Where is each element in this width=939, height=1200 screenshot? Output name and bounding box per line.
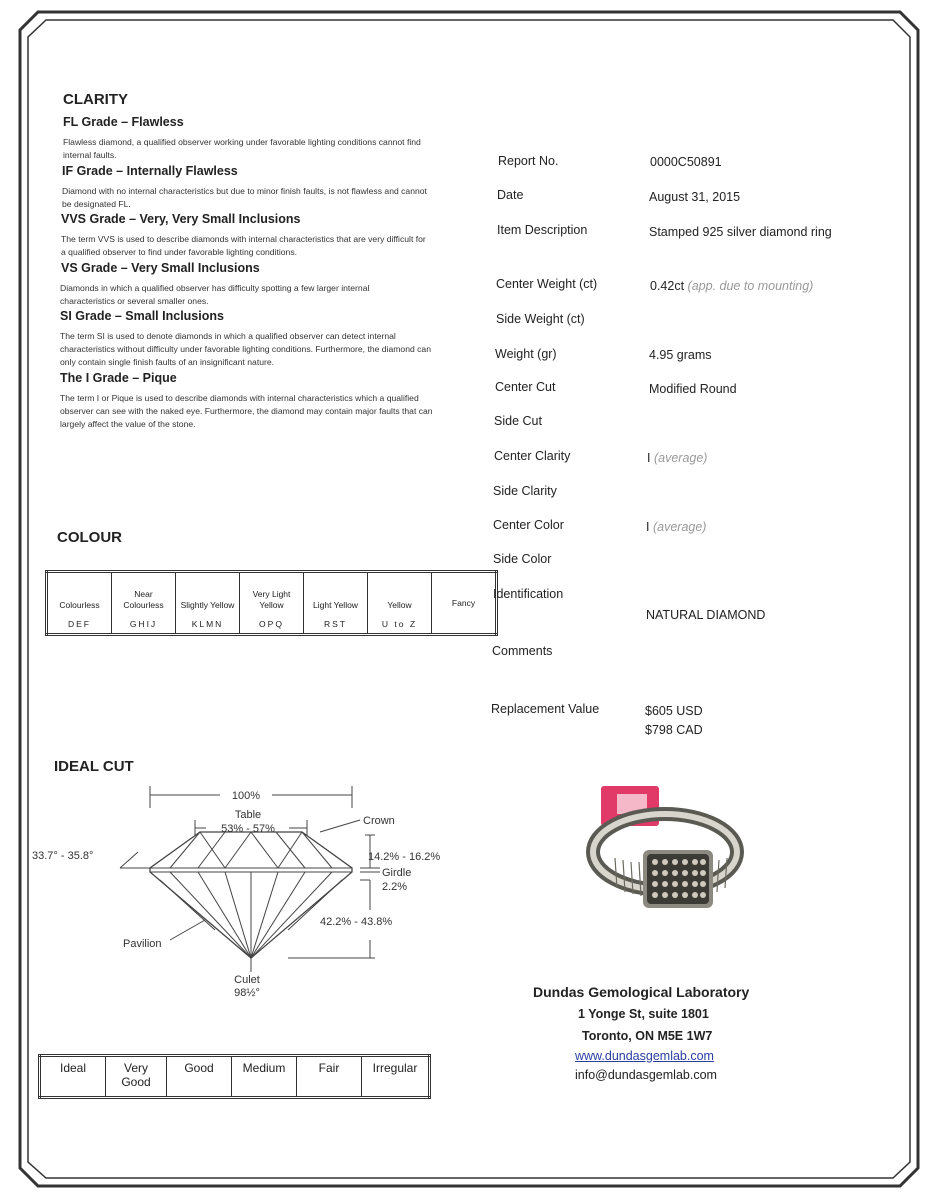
cut-grade-irregular: Irregular: [362, 1056, 430, 1098]
report-label-side-weight: Side Weight (ct): [496, 312, 585, 326]
report-label-side-cut: Side Cut: [494, 414, 542, 428]
clarity-grade-if-text: Diamond with no internal characteristics but due to minor finish faults, is not flawless and cannot be designated FL.: [62, 186, 427, 209]
clarity-grade-si-text: The term SI is used to denote diamonds in which a qualified observer can detect internal characteristics without difficulty under favorable lighting conditions. Furthermore, the diamond can only contain single finish faults of an insignificant nature.: [60, 331, 431, 367]
diagram-crown-angle: 33.7° - 35.8°: [32, 850, 94, 862]
cut-grade-ideal: Ideal: [40, 1056, 106, 1098]
report-label-center-weight: Center Weight (ct): [496, 277, 598, 291]
report-note-center-weight: (app. due to mounting): [687, 279, 814, 293]
lab-email[interactable]: info@dundasgemlab.com: [575, 1068, 717, 1082]
report-label-comments: Comments: [492, 644, 553, 658]
report-label-report-no: Report No.: [498, 154, 559, 168]
report-label-center-cut: Center Cut: [495, 380, 556, 394]
cut-grade-good: Good: [167, 1056, 232, 1098]
clarity-grade-vs-text: Diamonds in which a qualified observer has difficulty spotting a few larger internal characteristics or several smaller ones.: [60, 283, 370, 306]
report-label-side-color: Side Color: [493, 552, 552, 566]
clarity-grade-vs-title: VS Grade – Very Small Inclusions: [61, 261, 260, 275]
report-value-report-no: 0000C50891: [650, 155, 722, 169]
clarity-grade-vvs-text: The term VVS is used to describe diamonds with internal characteristics that are very difficult for a qualified observer to find under favorable lighting conditions.: [61, 234, 426, 257]
diagram-culet-value: 98½°: [234, 987, 260, 999]
report-value-center-weight: 0.42ct (app. due to mounting): [650, 279, 814, 293]
diagram-pavilion-label: Pavilion: [123, 938, 162, 950]
lab-website-link[interactable]: www.dundasgemlab.com: [575, 1049, 714, 1063]
clarity-grade-si-title: SI Grade – Small Inclusions: [60, 309, 224, 323]
report-label-side-clarity: Side Clarity: [493, 484, 557, 498]
diagram-width-label: 100%: [231, 790, 261, 802]
report-value-date: August 31, 2015: [649, 190, 741, 204]
report-value-identification: NATURAL DIAMOND: [646, 608, 766, 622]
clarity-heading: CLARITY: [63, 91, 128, 108]
clarity-grade-fl-text: Flawless diamond, a qualified observer working under favorable lighting conditions cannot find internal faults.: [63, 137, 421, 160]
diagram-pavilion-depth: 42.2% - 43.8%: [320, 916, 393, 928]
diagram-girdle-label: Girdle: [382, 867, 412, 879]
colour-cell-colourless: Colourless DEF: [47, 572, 112, 635]
report-label-date: Date: [497, 188, 524, 202]
report-value-weight-gr: 4.95 grams: [649, 348, 712, 362]
report-value-center-color: I (average): [646, 520, 707, 534]
diagram-crown-height: 14.2% - 16.2%: [368, 851, 440, 863]
colour-cell-near-colourless: Near Colourless GHIJ: [112, 572, 176, 635]
cut-grade-medium: Medium: [232, 1056, 297, 1098]
lab-address-line1: 1 Yonge St, suite 1801: [578, 1007, 709, 1021]
report-note-center-color: (average): [652, 520, 707, 534]
ideal-cut-diagram: [20, 780, 440, 1010]
report-value-center-cut: Modified Round: [649, 382, 737, 396]
clarity-grade-fl-title: FL Grade – Flawless: [63, 115, 184, 129]
report-label-item-description: Item Description: [497, 223, 588, 237]
lab-name: Dundas Gemological Laboratory: [533, 984, 750, 1000]
lab-address-line2: Toronto, ON M5E 1W7: [582, 1029, 713, 1043]
ideal-cut-heading: IDEAL CUT: [54, 758, 134, 775]
report-label-weight-gr: Weight (gr): [495, 347, 557, 361]
report-label-identification: Identification: [493, 587, 564, 601]
colour-cell-light-yellow: Light Yellow RST: [304, 572, 368, 635]
report-label-center-color: Center Color: [493, 518, 564, 532]
report-value-replacement-cad: $798 CAD: [645, 723, 703, 737]
cut-grade-very-good: Very Good: [106, 1056, 167, 1098]
diagram-table-label: Table: [234, 809, 262, 821]
report-note-center-clarity: (average): [653, 451, 708, 465]
cut-grade-fair: Fair: [297, 1056, 362, 1098]
clarity-grade-if-title: IF Grade – Internally Flawless: [62, 164, 238, 178]
diagram-crown-label: Crown: [363, 815, 395, 827]
colour-cell-fancy: Fancy: [432, 572, 497, 635]
clarity-grade-i-title: The I Grade – Pique: [60, 371, 177, 385]
diagram-culet-label: Culet: [234, 974, 260, 986]
diagram-table-range: 53% - 57%: [221, 823, 275, 835]
diagram-girdle-value: 2.2%: [382, 881, 408, 893]
cut-grade-table: [38, 1054, 431, 1099]
clarity-grade-vvs-title: VVS Grade – Very, Very Small Inclusions: [61, 212, 301, 226]
colour-cell-slightly-yellow: Slightly Yellow KLMN: [176, 572, 240, 635]
report-label-center-clarity: Center Clarity: [494, 449, 571, 463]
colour-heading: COLOUR: [57, 529, 122, 546]
clarity-grade-i-text: The term I or Pique is used to describe diamonds with internal characteristics which a qualified observer can see with the naked eye. Furthermore, the diamond may contain major faults that can largely affect the value of the stone.: [60, 393, 433, 429]
colour-cell-very-light-yellow: Very Light Yellow OPQ: [240, 572, 304, 635]
colour-scale-table: [45, 570, 498, 636]
colour-cell-yellow: Yellow U to Z: [368, 572, 432, 635]
report-value-item-description: Stamped 925 silver diamond ring: [649, 225, 832, 239]
report-value-replacement-usd: $605 USD: [645, 704, 703, 718]
report-label-replacement-value: Replacement Value: [491, 702, 600, 716]
report-value-center-clarity: I (average): [647, 451, 708, 465]
ring-photo: [585, 780, 745, 920]
